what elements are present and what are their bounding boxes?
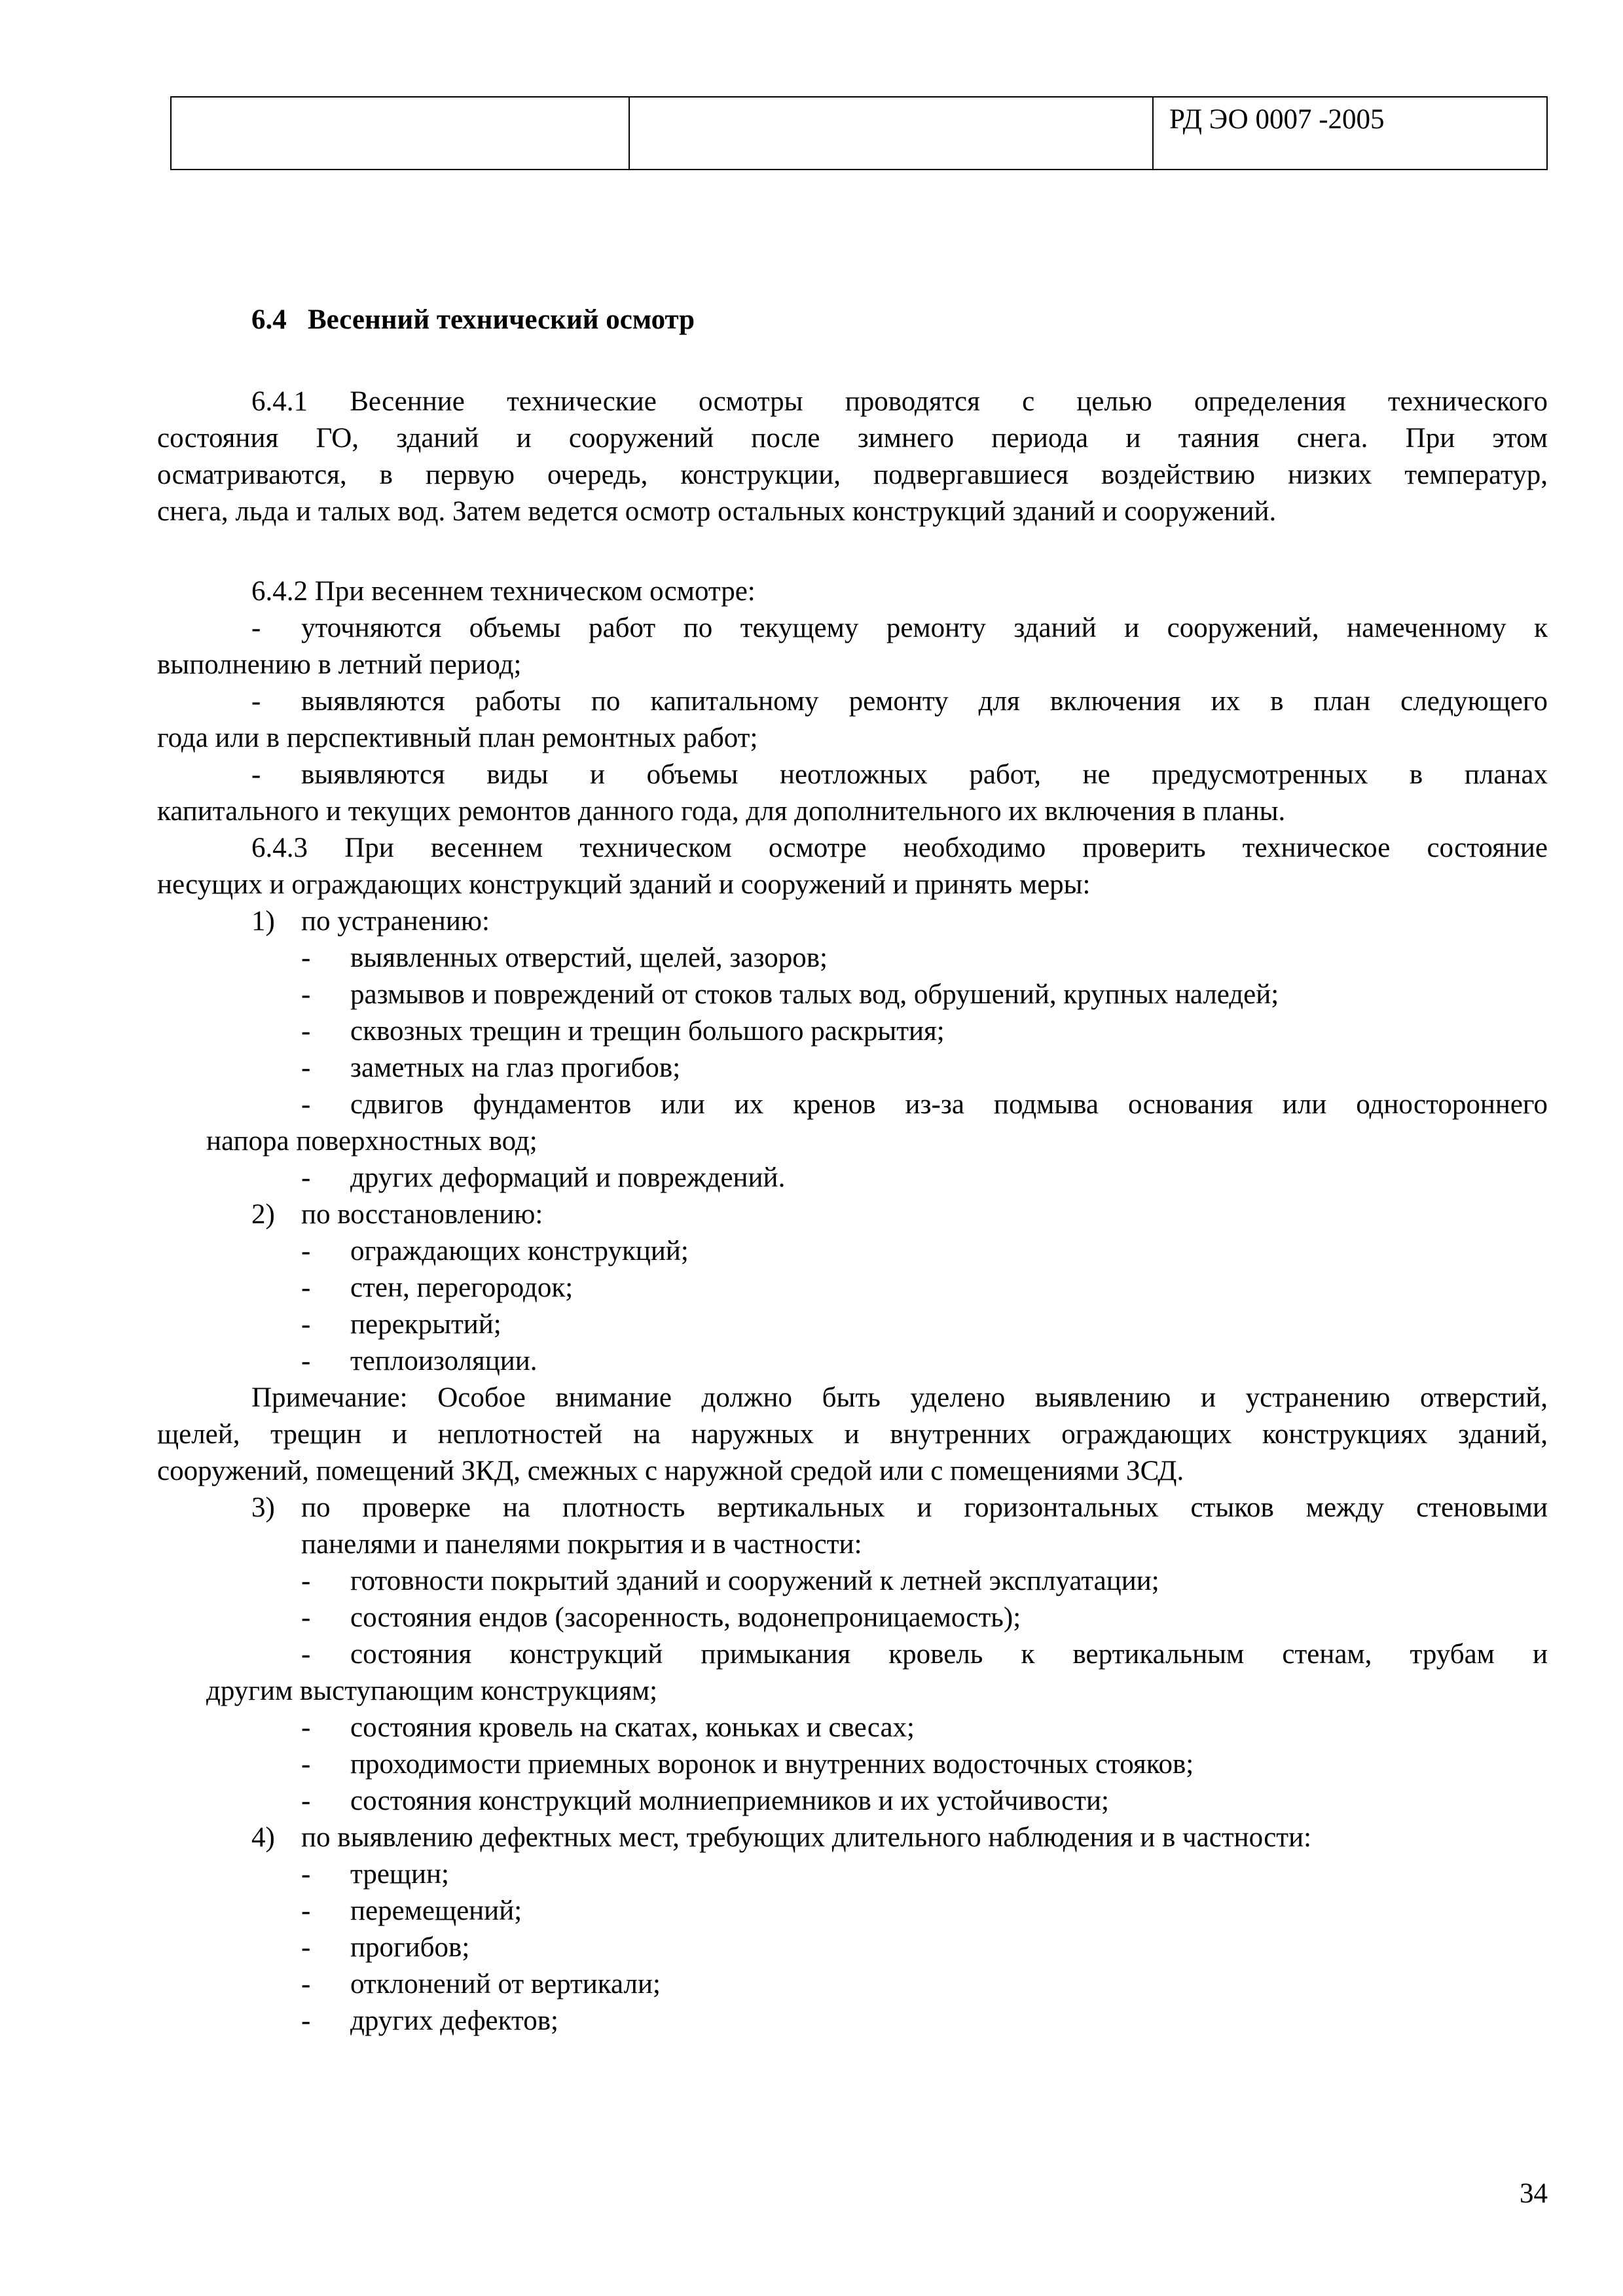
list-4-item: отклонений от вертикали; — [350, 1969, 661, 2000]
list-3-item-3-line-1: состояния конструкций примыкания кровель к вертикальным стенам, трубам и — [350, 1639, 1548, 1670]
list-4-title: по выявлению дефектных мест, требующих длительного наблюдения и в частности: — [301, 1822, 1312, 1853]
list-dash: - — [301, 1712, 311, 1743]
list-3-item-3-line-2: другим выступающим конструкциям; — [206, 1676, 658, 1706]
list-1-item: размывов и повреждений от стоков талых вод, обрушений, крупных наледей; — [350, 979, 1279, 1010]
list-4-item: прогибов; — [350, 1932, 470, 1963]
note-line-3: сооружений, помещений ЗКД, смежных с наружной средой или с помещениями ЗСД. — [157, 1456, 1184, 1486]
list-dash: - — [301, 1566, 311, 1596]
section-heading: 6.4 Весенний технический осмотр — [251, 304, 695, 335]
paragraph-641-line-3: осматриваются, в первую очередь, конструкции, подвергавшиеся воздействию низких температур, — [157, 459, 1548, 490]
list-3-title-line-2: панелями и панелями покрытия и в частности: — [301, 1529, 862, 1560]
paragraph-643-line-2: несущих и ограждающих конструкций зданий и сооружений и принять меры: — [157, 869, 1091, 900]
list-dash: - — [301, 1016, 311, 1047]
list-number: 2) — [251, 1199, 275, 1230]
list-number: 1) — [251, 906, 275, 937]
list-dash: - — [301, 1859, 311, 1890]
p642-item-1-line-2: выполнению в летний период; — [157, 649, 522, 680]
list-1-item-5-line-1: сдвигов фундаментов или их кренов из-за подмыва основания или одностороннего — [350, 1089, 1548, 1120]
header-row — [171, 97, 1547, 170]
list-1-item-6: других деформаций и повреждений. — [350, 1162, 786, 1193]
list-3-item-4: состояния кровель на скатах, коньках и свесах; — [350, 1712, 915, 1743]
list-4-item: перемещений; — [350, 1895, 522, 1926]
list-dash: - — [301, 1309, 311, 1340]
paragraph-641-line-1: 6.4.1 Весенние технические осмотры проводятся с целью определения технического — [251, 386, 1548, 417]
list-1-item: заметных на глаз прогибов; — [350, 1052, 681, 1083]
list-dash: - — [301, 942, 311, 973]
list-dash: - — [301, 1236, 311, 1266]
p642-item-1-line-1: уточняются объемы работ по текущему ремонту зданий и сооружений, намеченному к — [301, 613, 1548, 643]
list-2-item: ограждающих конструкций; — [350, 1236, 689, 1266]
paragraph-641-line-2: состояния ГО, зданий и сооружений после зимнего периода и таяния снега. При этом — [157, 423, 1548, 454]
list-dash: - — [301, 1346, 311, 1376]
list-dash: - — [301, 1749, 311, 1780]
list-1-title: по устранению: — [301, 906, 490, 937]
list-1-item: выявленных отверстий, щелей, зазоров; — [350, 942, 828, 973]
note-line-2: щелей, трещин и неплотностей на наружных и внутренних ограждающих конструкциях зданий, — [157, 1419, 1548, 1450]
list-dash: - — [251, 759, 261, 790]
list-3-item-5: проходимости приемных воронок и внутренних водосточных стояков; — [350, 1749, 1194, 1780]
header-table — [170, 96, 1548, 170]
document-code: РД ЭО 0007 -2005 — [1153, 97, 1547, 170]
list-2-item: стен, перегородок; — [350, 1272, 574, 1303]
p642-item-2-line-2: года или в перспективный план ремонтных работ; — [157, 723, 758, 753]
list-dash: - — [301, 1639, 311, 1670]
list-dash: - — [301, 1969, 311, 2000]
header-cell-2 — [629, 97, 1153, 170]
list-3-item-6: состояния конструкций молниеприемников и их устойчивости; — [350, 1785, 1109, 1816]
p642-item-3-line-1: выявляются виды и объемы неотложных работ, не предусмотренных в планах — [301, 759, 1548, 790]
header-cell-1 — [171, 97, 629, 170]
list-dash: - — [301, 1602, 311, 1633]
list-dash: - — [301, 979, 311, 1010]
list-dash: - — [301, 1785, 311, 1816]
list-dash: - — [301, 1272, 311, 1303]
list-number: 3) — [251, 1492, 275, 1523]
list-dash: - — [251, 686, 261, 717]
list-dash: - — [251, 613, 261, 643]
list-2-item: перекрытий; — [350, 1309, 501, 1340]
p642-item-2-line-1: выявляются работы по капитальному ремонту для включения их в план следующего — [301, 686, 1548, 717]
list-2-item: теплоизоляции. — [350, 1346, 538, 1376]
list-1-item-5-line-2: напора поверхностных вод; — [206, 1126, 538, 1157]
list-dash: - — [301, 1895, 311, 1926]
list-number: 4) — [251, 1822, 275, 1853]
list-dash: - — [301, 1932, 311, 1963]
paragraph-643-line-1: 6.4.3 При весеннем техническом осмотре необходимо проверить техническое состояние — [251, 833, 1548, 863]
list-dash: - — [301, 1052, 311, 1083]
p642-item-3-line-2: капитального и текущих ремонтов данного года, для дополнительного их включения в планы. — [157, 796, 1286, 827]
page-number: 34 — [1520, 2178, 1548, 2209]
note-line-1: Примечание: Особое внимание должно быть уделено выявлению и устранению отверстий, — [251, 1382, 1548, 1413]
list-4-item: других дефектов; — [350, 2005, 558, 2036]
list-3-item-1: готовности покрытий зданий и сооружений к летней эксплуатации; — [350, 1566, 1159, 1596]
list-1-item: сквозных трещин и трещин большого раскрытия; — [350, 1016, 945, 1047]
list-4-item: трещин; — [350, 1859, 449, 1890]
list-2-title: по восстановлению: — [301, 1199, 543, 1230]
paragraph-642-intro: 6.4.2 При весеннем техническом осмотре: — [251, 576, 756, 607]
list-3-item-2: состояния ендов (засоренность, водонепроницаемость); — [350, 1602, 1021, 1633]
list-dash: - — [301, 1089, 311, 1120]
paragraph-641-line-4: снега, льда и талых вод. Затем ведется осмотр остальных конструкций зданий и сооружений. — [157, 496, 1277, 527]
list-3-title-line-1: по проверке на плотность вертикальных и горизонтальных стыков между стеновыми — [301, 1492, 1548, 1523]
list-dash: - — [301, 2005, 311, 2036]
list-dash: - — [301, 1162, 311, 1193]
